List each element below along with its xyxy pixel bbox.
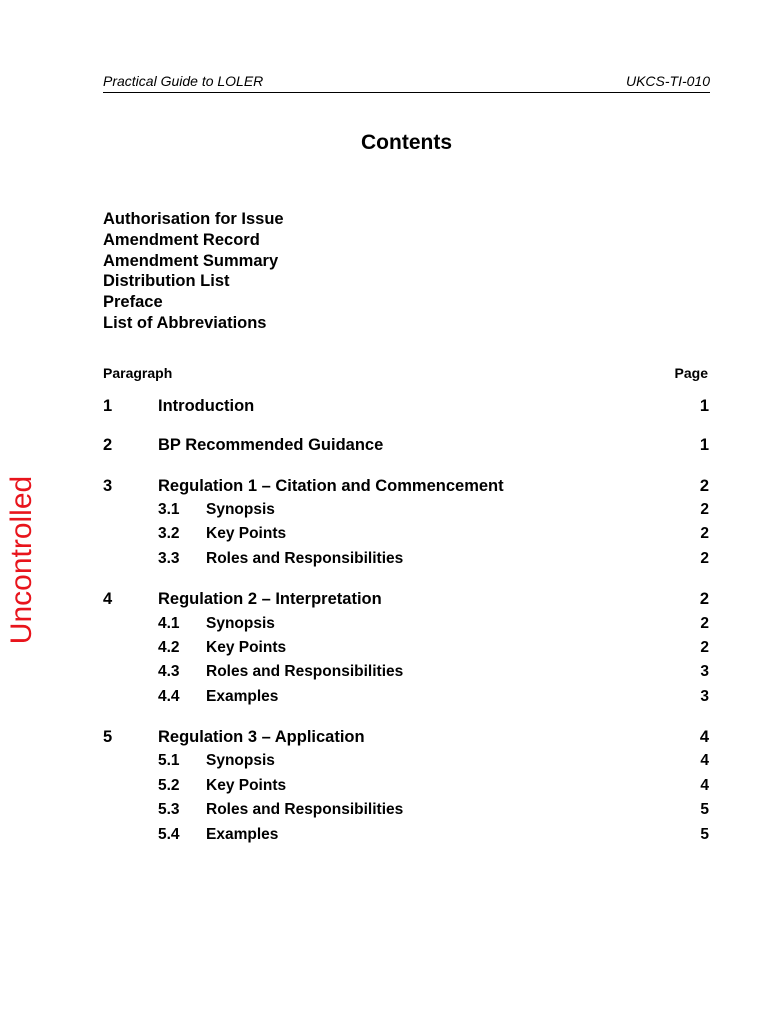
front-matter-list (103, 209, 710, 334)
toc-page-number: 2 (700, 525, 709, 542)
toc-label: Roles and Responsibilities (206, 801, 404, 818)
toc-number: 5.3 (158, 801, 180, 818)
toc-page-number: 2 (699, 477, 709, 495)
toc-label: Regulation 3 – Application (158, 728, 365, 746)
toc-subsection-row (103, 774, 709, 798)
toc-number: 4.4 (158, 688, 180, 705)
toc-page-number: 4 (699, 728, 709, 746)
toc-label: Examples (206, 826, 279, 843)
front-matter-item: Amendment Record (103, 230, 260, 249)
toc-page-number: 2 (700, 615, 709, 632)
toc-subsection-row (103, 798, 709, 822)
toc-subsection-row (103, 522, 709, 546)
watermark-text: Uncontrolled (5, 475, 38, 645)
toc-number: 5 (103, 728, 113, 746)
page-column-heading: Page (674, 365, 708, 381)
front-matter-item: Amendment Summary (103, 251, 279, 270)
toc-label: Regulation 1 – Citation and Commencement (158, 477, 504, 495)
toc-label: BP Recommended Guidance (158, 436, 384, 454)
toc-number: 5.1 (158, 752, 180, 769)
paragraph-column-heading: Paragraph (103, 365, 173, 381)
toc-page-number: 5 (700, 801, 709, 818)
toc-subsection-row (103, 660, 709, 684)
toc-page-number: 3 (700, 688, 709, 705)
header-document-title: Practical Guide to LOLER (103, 73, 264, 89)
toc-page-number: 2 (700, 501, 709, 518)
toc-number: 3.2 (158, 525, 180, 542)
page-title: Contents (361, 131, 452, 154)
toc-section-row (103, 394, 709, 418)
toc-subsection-row (103, 685, 709, 709)
toc-subsection-row (103, 823, 709, 847)
toc-number: 5.2 (158, 777, 180, 794)
toc-subsection-row (103, 749, 709, 773)
toc-number: 3.3 (158, 550, 180, 567)
toc-label: Synopsis (206, 501, 275, 518)
toc-label: Key Points (206, 525, 287, 542)
toc-subsection-row (103, 547, 709, 571)
toc-section-row (103, 587, 709, 611)
toc-label: Examples (206, 688, 279, 705)
toc-label: Key Points (206, 777, 287, 794)
front-matter-item: Preface (103, 293, 163, 312)
toc-label: Introduction (158, 397, 255, 415)
toc-subsection-row (103, 636, 709, 660)
toc-page-number: 5 (700, 826, 709, 843)
toc-subsection-row (103, 612, 709, 636)
toc-number: 3 (103, 477, 113, 495)
toc-page-number: 1 (699, 397, 709, 415)
toc-label: Roles and Responsibilities (206, 550, 404, 567)
toc-label: Regulation 2 – Interpretation (158, 590, 382, 608)
running-header (103, 72, 710, 93)
toc-number: 3.1 (158, 501, 180, 518)
front-matter-item: Authorisation for Issue (103, 210, 284, 228)
toc-page-number: 4 (700, 752, 709, 769)
toc-number: 2 (103, 436, 113, 454)
toc-label: Synopsis (206, 615, 275, 632)
toc-label: Synopsis (206, 752, 275, 769)
toc-page-number: 4 (700, 777, 709, 794)
toc-subsection-row (103, 498, 709, 522)
toc-number: 5.4 (158, 826, 180, 843)
front-matter-item: Distribution List (103, 272, 230, 291)
toc-number: 4.1 (158, 615, 180, 632)
front-matter-item: List of Abbreviations (103, 313, 267, 332)
toc-page-number: 2 (700, 550, 709, 567)
header-document-code: UKCS-TI-010 (625, 73, 710, 89)
toc-number: 4 (103, 590, 113, 608)
toc-page-number: 3 (700, 663, 709, 680)
toc-number: 1 (103, 397, 113, 415)
toc-section-row (103, 433, 709, 457)
toc-section-row (103, 474, 709, 498)
toc-page-number: 2 (699, 590, 709, 608)
toc-page-number: 2 (700, 639, 709, 656)
toc-section-row (103, 725, 709, 749)
toc-number: 4.2 (158, 639, 180, 656)
toc-page-number: 1 (699, 436, 709, 454)
toc-label: Key Points (206, 639, 287, 656)
toc-label: Roles and Responsibilities (206, 663, 404, 680)
toc-number: 4.3 (158, 663, 180, 680)
